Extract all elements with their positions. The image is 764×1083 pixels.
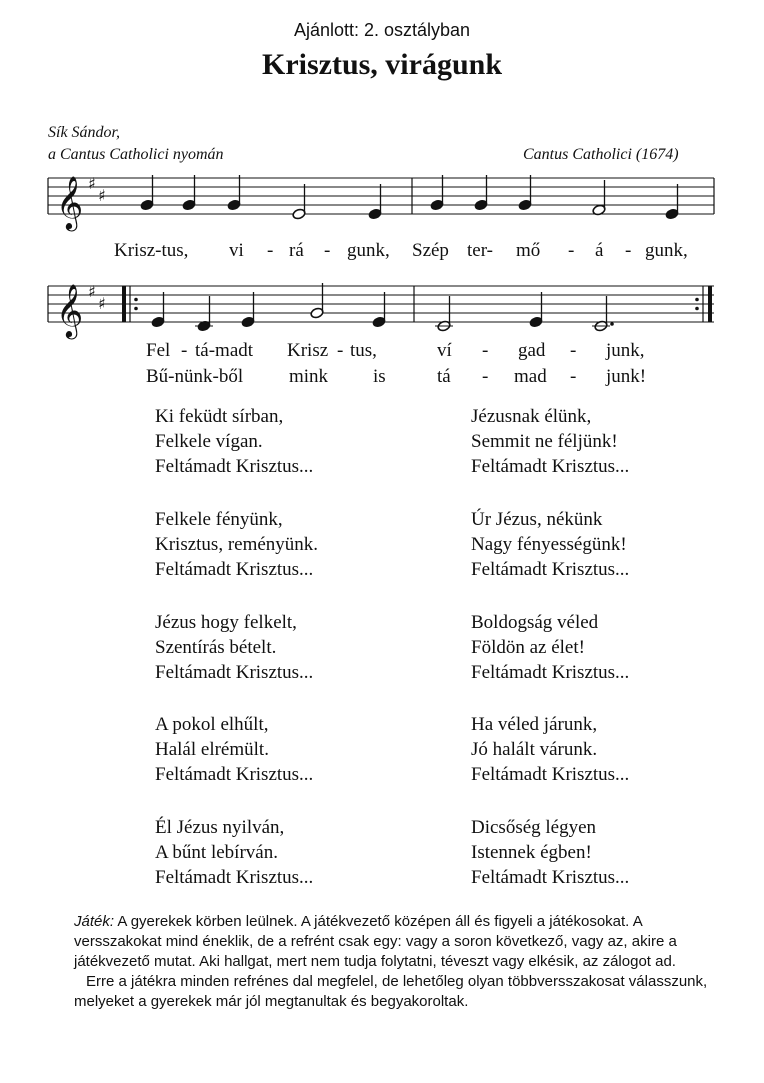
verse-5-right: [471, 815, 629, 890]
verse-3-right: [471, 610, 629, 685]
lyric-syllable: is: [373, 366, 386, 387]
staff-2: [48, 286, 714, 322]
lyric-syllable: Bű-nünk-ből: [146, 366, 244, 387]
lyric-syllable: -: [324, 240, 331, 261]
game-instructions: [74, 912, 714, 1012]
lyric-syllable: mad: [514, 366, 547, 387]
song-title: Krisztus, virágunk: [261, 48, 503, 81]
verse-line: Semmit ne féljünk!: [471, 431, 618, 452]
verse-1-right: [471, 404, 629, 479]
lyric-syllable: gunk,: [645, 240, 688, 261]
lyric-syllable: mő: [516, 240, 541, 261]
verse-4-left: [155, 712, 313, 787]
lyric-syllable: vi: [229, 240, 244, 261]
game-text-1: A gyerekek körben leülnek. A játékvezető középen áll és figyeli a játékosokat. A versszakokat mind éneklik, de a refrént csak egy: vagy a soron következő, vagy az, akire a játékvezető mutat. Aki hallgat, mert nem tudja folytatni, téveszt vagy elkésik, az zálogot ad.: [74, 913, 677, 970]
lyric-syllable: -: [568, 240, 575, 261]
lyric-syllable: -: [482, 340, 489, 361]
verse-line: A pokol elhűlt,: [155, 714, 269, 735]
game-paragraph-2: Erre a játékra minden refrénes dal megfelel, de lehetőleg olyan többversszakosat válasszunk, melyeket a gyerekek már jól megtanultak és begyakoroltak.: [74, 973, 708, 1010]
verse-line: Felkele vígan.: [155, 431, 263, 452]
verse-line: Feltámadt Krisztus...: [471, 867, 630, 888]
lyric-syllable: -: [267, 240, 274, 261]
game-label: Játék:: [74, 913, 115, 930]
verse-5-left: [155, 815, 313, 890]
verse-line: Feltámadt Krisztus...: [155, 456, 314, 477]
lyric-syllable: Krisz: [287, 340, 329, 361]
lyric-syllable: tá: [437, 366, 451, 387]
verse-line: Feltámadt Krisztus...: [155, 764, 314, 785]
verse-line: Ki feküdt sírban,: [155, 406, 284, 427]
lyric-syllable: tus,: [350, 340, 377, 361]
verse-line: Boldogság véled: [471, 612, 599, 633]
lyric-syllable: -: [337, 340, 344, 361]
lyric-syllable: ter-: [467, 240, 493, 261]
verse-3-left: [155, 610, 313, 685]
note-dot: [610, 322, 614, 326]
verse-line: Feltámadt Krisztus...: [155, 662, 314, 683]
verse-line: Nagy fényességünk!: [471, 534, 627, 555]
treble-clef-icon: 𝄞: [56, 175, 84, 229]
verse-line: Él Jézus nyilván,: [155, 817, 285, 838]
lyric-syllable: -: [625, 240, 632, 261]
lyric-syllable: -: [482, 366, 489, 387]
lyric-syllable: junk,: [606, 340, 645, 361]
verse-2-right: [471, 507, 629, 582]
verse-line: Feltámadt Krisztus...: [471, 559, 630, 580]
lyricist-line-2: a Cantus Catholici nyomán: [48, 146, 224, 163]
lyric-syllable: ví: [437, 340, 452, 361]
lyric-syllable: Fel: [146, 340, 171, 361]
lyric-syllable: tá-madt: [195, 340, 254, 361]
verse-line: Krisztus, reményünk.: [155, 534, 319, 555]
verse-line: Feltámadt Krisztus...: [155, 559, 314, 580]
sharp-icon: ♯: [88, 282, 96, 301]
verse-line: Ha véled járunk,: [471, 714, 598, 735]
verse-line: Istennek égben!: [471, 842, 592, 863]
verse-line: Jó halált várunk.: [471, 739, 598, 760]
verse-line: Jézusnak élünk,: [471, 406, 592, 427]
verse-4-right: [471, 712, 629, 787]
game-paragraph-1: [74, 912, 714, 972]
sheet-music: [0, 0, 764, 400]
lyric-syllable: gunk,: [347, 240, 390, 261]
lyric-syllable: -: [181, 340, 188, 361]
verse-line: Földön az élet!: [471, 637, 585, 658]
lyric-syllable: junk!: [606, 366, 647, 387]
sharp-icon: ♯: [98, 186, 106, 205]
sharp-icon: ♯: [98, 294, 106, 313]
verse-line: Úr Jézus, nékünk: [471, 509, 603, 530]
verse-line: Feltámadt Krisztus...: [155, 867, 314, 888]
lyric-syllable: -: [570, 366, 577, 387]
verse-line: Halál elrémült.: [155, 739, 269, 760]
verse-line: Feltámadt Krisztus...: [471, 764, 630, 785]
lyric-syllable: rá: [289, 240, 304, 261]
lyric-syllable: á: [595, 240, 604, 261]
verse-line: Jézus hogy felkelt,: [155, 612, 297, 633]
lyric-syllable: mink: [289, 366, 329, 387]
lyric-syllable: Krisz-tus,: [114, 240, 189, 261]
verse-line: Dicsőség légyen: [471, 817, 597, 838]
verse-line: Feltámadt Krisztus...: [471, 456, 630, 477]
verse-line: A bűnt lebírván.: [155, 842, 278, 863]
verse-line: Felkele fényünk,: [155, 509, 283, 530]
verse-2-left: [155, 507, 318, 582]
verse-1-left: [155, 404, 313, 479]
recommended-grade: Ajánlott: 2. osztályban: [293, 20, 471, 40]
verse-line: Feltámadt Krisztus...: [471, 662, 630, 683]
lyricist-line-1: Sík Sándor,: [48, 124, 120, 141]
sharp-icon: ♯: [88, 174, 96, 193]
lyric-syllable: Szép: [412, 240, 449, 261]
lyric-syllable: gad: [518, 340, 546, 361]
lyric-syllable: -: [570, 340, 577, 361]
melody-source: Cantus Catholici (1674): [523, 146, 679, 163]
treble-clef-icon: 𝄞: [56, 283, 84, 337]
verse-line: Szentírás bételt.: [155, 637, 277, 658]
